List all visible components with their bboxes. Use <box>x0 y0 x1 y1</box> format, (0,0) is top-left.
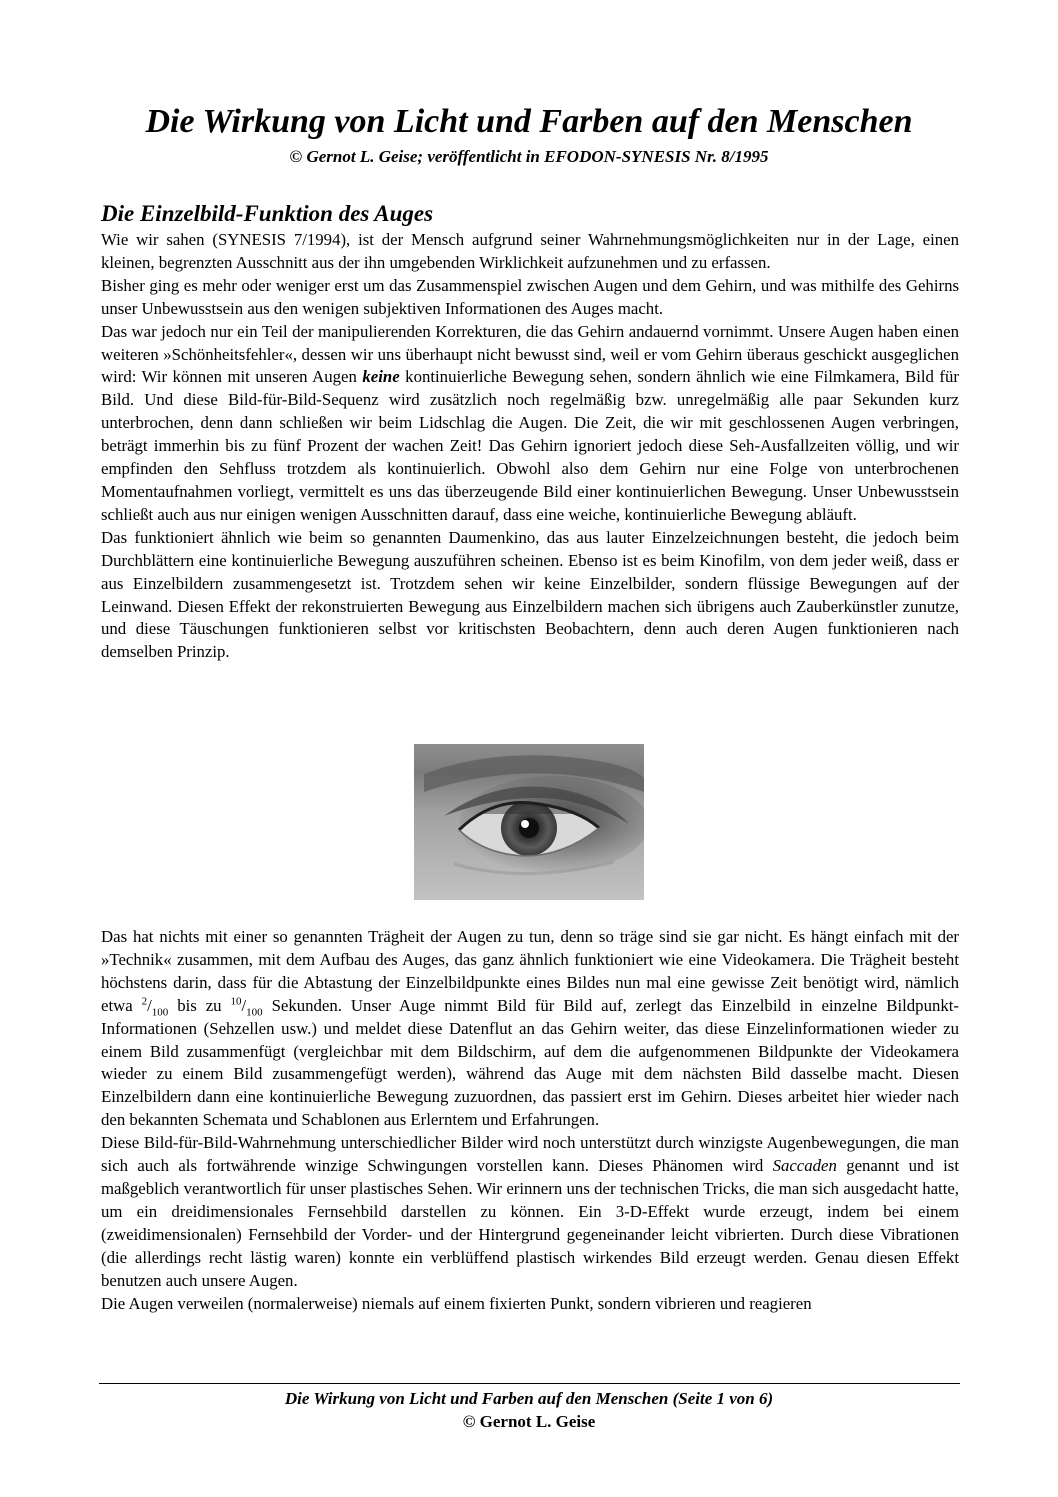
footer-divider <box>99 1383 960 1384</box>
fraction-10-100: $^{10}/_{100}$ <box>230 995 263 1019</box>
fraction-2-100: $^2/_{100}$ <box>141 995 169 1019</box>
paragraph-2: Bisher ging es mehr oder weniger erst um das Zusammenspiel zwischen Augen und dem Gehirn, und was mithilfe des Gehirns unser Unbewusstsein aus den wenigen subjektiven Informationen des Auges macht. <box>101 275 959 318</box>
paragraph-6-text-b: genannt und ist maßgeblich verantwortlich für unser plastisches Sehen. Wir erinnern uns der technischen Tricks, die man sich ausgedacht hatte, um ein dreidimensionales Fernsehbild darstellen zu können. Ein 3-D-Effekt wurde erzeugt, indem bei einem (zweidimensionalen) Fernsehbild der Vorder- und der Hintergrund gegeneinander leicht vibrierten. Durch diese Vibrationen (die allerdings recht lästig waren) konnte ein verblüffend plastisch wirkendes Bild erzeugt werden. Genau diesen Effekt benutzen auch unsere Augen. <box>101 1156 959 1290</box>
footer-copyright: © Gernot L. Geise <box>462 1412 596 1431</box>
paragraph-6-emphasis: Saccaden <box>772 1156 837 1176</box>
paragraph-6-text-a: Diese Bild-für-Bild-Wahrnehmung unterschiedlicher Bilder wird noch unterstützt durch winzigste Augenbewegungen, die man sich auch als fortwährende winzige Schwingungen vorstellen kann. Dieses Phänomen wird <box>101 1133 959 1176</box>
paragraph-5-text-b: bis zu <box>168 995 231 1015</box>
footer-page-info: Die Wirkung von Licht und Farben auf den Menschen (Seite 1 von 6) <box>284 1389 774 1408</box>
paragraph-5-text-c: Sekunden. Unser Auge nimmt Bild für Bild auf, zerlegt das Einzelbild in einzelne Bildpunkt-Informationen (Sehzellen usw.) und meldet diese Datenflut an das Gehirn weiter, das diese Einzelinformationen wieder zu einem Bild zusammenfügt (vergleichbar mit dem Bildschirm, auf dem die aufgenommenen Bildpunkte der Videokamera wieder zu einem Bild zusammengefügt werden), während das Auge mit dem nächsten Bild dasselbe macht. Diesen Einzelbildern dann eine kontinuierliche Bewegung zuzuordnen, das passiert erst im Gehirn. Dieses arbeitet hier wieder nach den bekannten Schemata und Schablonen aus Erlerntem und Erfahrungen. <box>101 995 959 1130</box>
eye-photo <box>414 744 644 900</box>
fraction-2-100-numerator: 2 <box>141 995 148 1008</box>
paragraph-3 <box>101 321 959 527</box>
fraction-10-100-denominator: 100 <box>246 1006 263 1019</box>
paragraph-5 <box>101 926 959 1132</box>
paragraph-3-text-b: kontinuierliche Bewegung sehen, sondern ähnlich wie eine Filmkamera, Bild für Bild. Und diese Bild-für-Bild-Sequenz wird zusätzlich noch regelmäßig bzw. unregelmäßig alle paar Sekunden kurz unterbrochen, denn dann schließen wir beim Lidschlag die Augen. Die Zeit, die wir mit geschlossenen Augen verbringen, beträgt immerhin bis zu fünf Prozent der wachen Zeit! Das Gehirn ignoriert jedoch diese Seh-Ausfallzeiten völlig, und wir empfinden den Sehfluss trotzdem als kontinuierlich. Obwohl also dem Gehirn nur eine Folge von unterbrochenen Momentaufnahmen vorliegt, vermittelt es uns das überzeugende Bild einer kontinuierlichen Bewegung. Unser Unbewusstsein schließt auch aus nur einigen wenigen Ausschnitten darauf, dass eine weiche, kontinuierliche Bewegung abläuft. <box>101 367 959 524</box>
document-subtitle: © Gernot L. Geise; veröffentlicht in EFODON-SYNESIS Nr. 8/1995 <box>289 147 769 166</box>
paragraph-7: Die Augen verweilen (normalerweise) niemals auf einem fixierten Punkt, sondern vibrieren und reagieren <box>101 1293 812 1313</box>
paragraph-1: Wie wir sahen (SYNESIS 7/1994), ist der Mensch aufgrund seiner Wahrnehmungsmöglichkeiten nur in der Lage, einen kleinen, begrenzten Ausschnitt aus der ihn umgebenden Wirklichkeit aufzunehmen und zu erfassen. <box>101 230 959 272</box>
paragraph-3-text-a: Das war jedoch nur ein Teil der manipulierenden Korrekturen, die das Gehirn andauernd vornimmt. Unsere Augen haben einen weiteren »Schönheitsfehler«, dessen wir uns überhaupt nicht bewusst sind, weil er vom Gehirn überaus geschickt ausgeglichen wird: Wir können mit unseren Augen <box>101 321 959 387</box>
fraction-2-100-denominator: 100 <box>151 1006 169 1019</box>
fraction-10-100-numerator: 10 <box>230 995 242 1008</box>
document-title: Die Wirkung von Licht und Farben auf den Menschen <box>145 103 913 140</box>
text-block-lower <box>101 926 959 1315</box>
paragraph-3-emphasis: keine <box>362 367 400 387</box>
text-block-upper <box>101 229 959 664</box>
paragraph-5-text-a: Das hat nichts mit einer so genannten Trägheit der Augen zu tun, denn so träge sind sie gar nicht. Es hängt einfach mit der »Technik« zusammen, mit dem Aufbau des Auges, das ganz ähnlich funktioniert wie eine Videokamera. Die Trägheit besteht höchstens darin, dass für die Abtastung der Einzelbildpunkte eines Bildes nun mal eine gewisse Zeit benötigt wird, nämlich etwa <box>101 927 959 1015</box>
section-heading: Die Einzelbild-Funktion des Auges <box>101 201 434 226</box>
paragraph-4: Das funktioniert ähnlich wie beim so genannten Daumenkino, das aus lauter Einzelzeichnungen besteht, die jedoch beim Durchblättern eine kontinuierliche Bewegung auszuführen scheinen. Ebenso ist es beim Kinofilm, von dem jeder weiß, dass er aus Einzelbildern zusammengesetzt ist. Trotzdem sehen wir keine Einzelbilder, sondern flüssige Bewegungen auf der Leinwand. Diesen Effekt der rekonstruierten Bewegung aus Einzelbildern machen sich übrigens auch Zauberkünstler zunutze, und diese Täuschungen funktionieren selbst vor kritischsten Beobachtern, denn auch deren Augen funktionieren nach demselben Prinzip. <box>101 527 959 662</box>
paragraph-6 <box>101 1132 959 1292</box>
